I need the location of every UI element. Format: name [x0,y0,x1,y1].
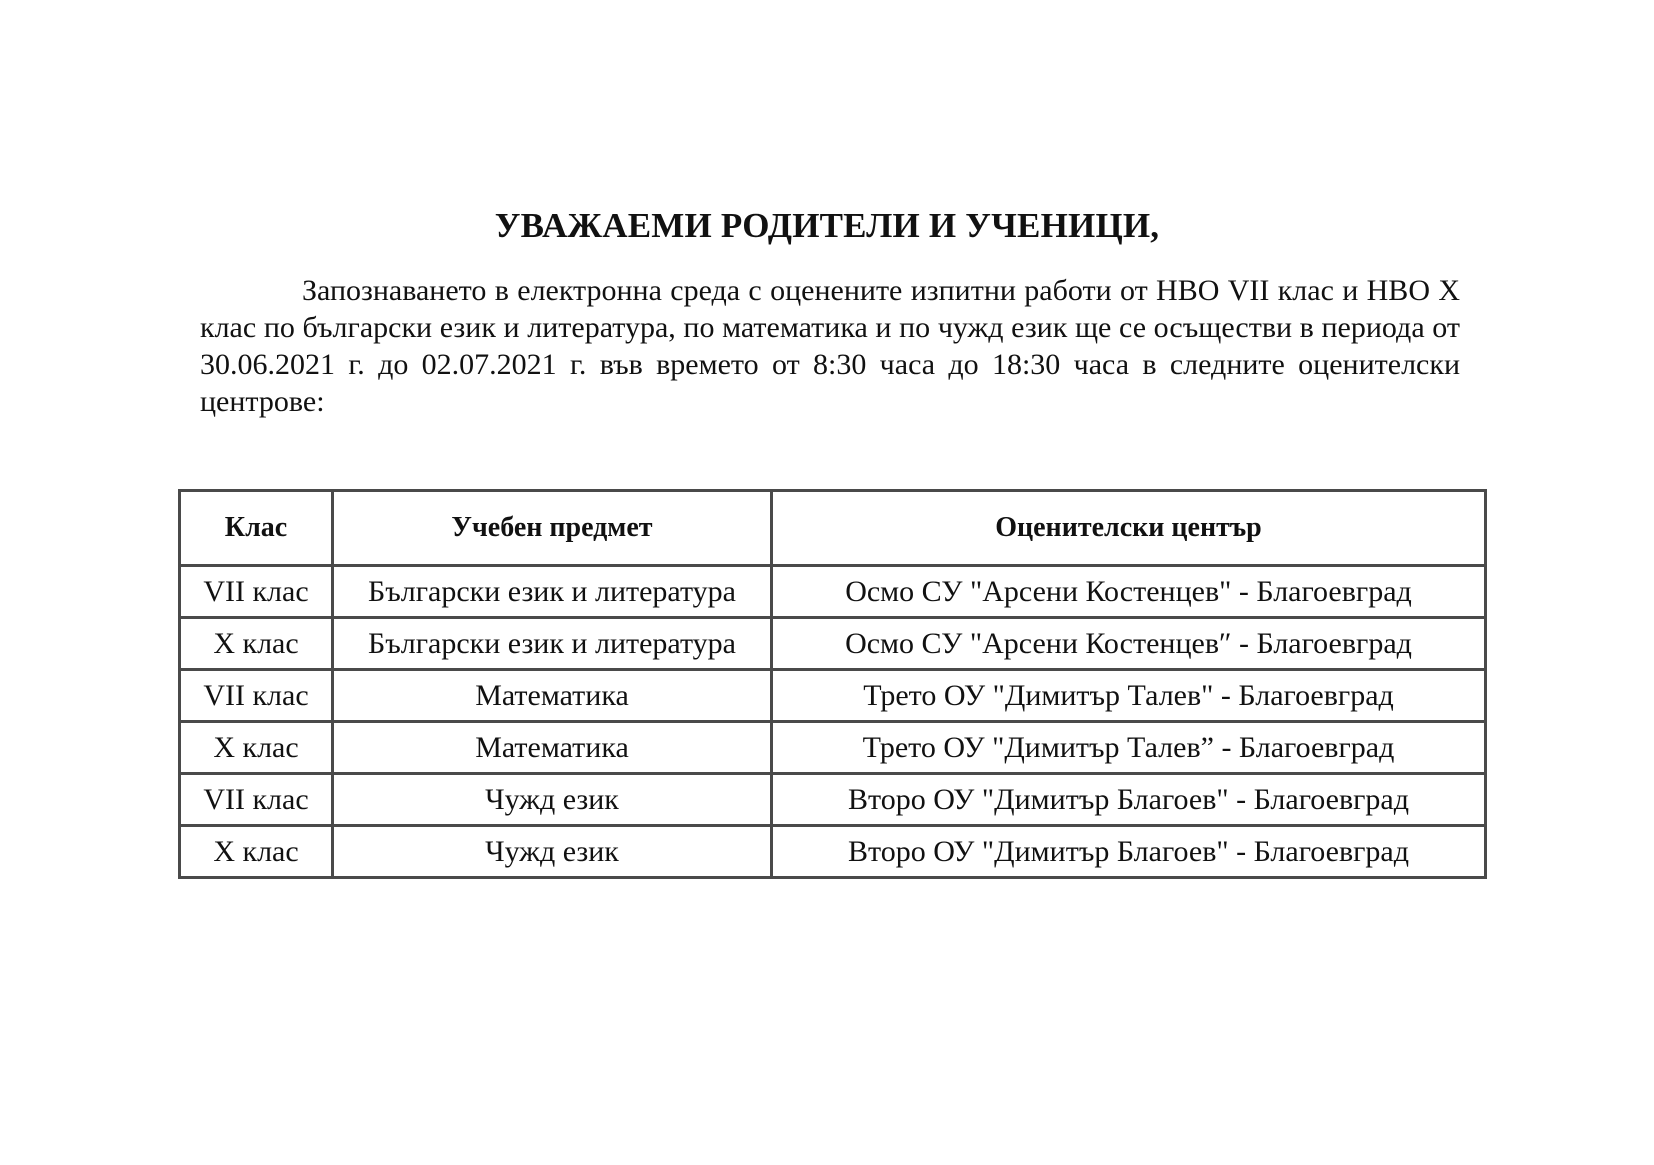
cell-class: VII клас [180,566,333,618]
cell-subject: Математика [333,670,772,722]
table-row [180,722,1486,774]
cell-center: Осмо СУ "Арсени Костенцев″ - Благоевград [772,618,1486,670]
header-class: Клас [180,491,333,566]
cell-center: Второ ОУ "Димитър Благоев" - Благоевград [772,826,1486,878]
cell-subject: Български език и литература [333,566,772,618]
cell-subject: Чужд език [333,774,772,826]
cell-class: X клас [180,826,333,878]
cell-class: VII клас [180,774,333,826]
cell-class: VII клас [180,670,333,722]
table-row [180,774,1486,826]
cell-subject: Чужд език [333,826,772,878]
cell-subject: Български език и литература [333,618,772,670]
table-row [180,826,1486,878]
header-subject: Учебен предмет [333,491,772,566]
table-row [180,566,1486,618]
cell-class: X клас [180,722,333,774]
cell-center: Второ ОУ "Димитър Благоев" - Благоевград [772,774,1486,826]
cell-center: Трето ОУ "Димитър Талев" - Благоевград [772,670,1486,722]
page-title: УВАЖАЕМИ РОДИТЕЛИ И УЧЕНИЦИ, [494,206,1160,245]
cell-class: X клас [180,618,333,670]
cell-center: Трето ОУ "Димитър Талев” - Благоевград [772,722,1486,774]
intro-paragraph: Запознаването в електронна среда с оценените изпитни работи от НВО VII клас и НВО X клас по български език и литература, по математика и по чужд език ще се осъществи в периода от 30.06.2021 г. до 02.07.2021 г. във времето от 8:30 часа до 18:30 часа в следните оценителски центрове: [200,274,1460,418]
assessment-centers-table [178,489,1487,879]
header-center: Оценителски център [772,491,1486,566]
table-row [180,618,1486,670]
table-row [180,670,1486,722]
table-header-row [180,491,1486,566]
cell-subject: Математика [333,722,772,774]
cell-center: Осмо СУ "Арсени Костенцев" - Благоевград [772,566,1486,618]
